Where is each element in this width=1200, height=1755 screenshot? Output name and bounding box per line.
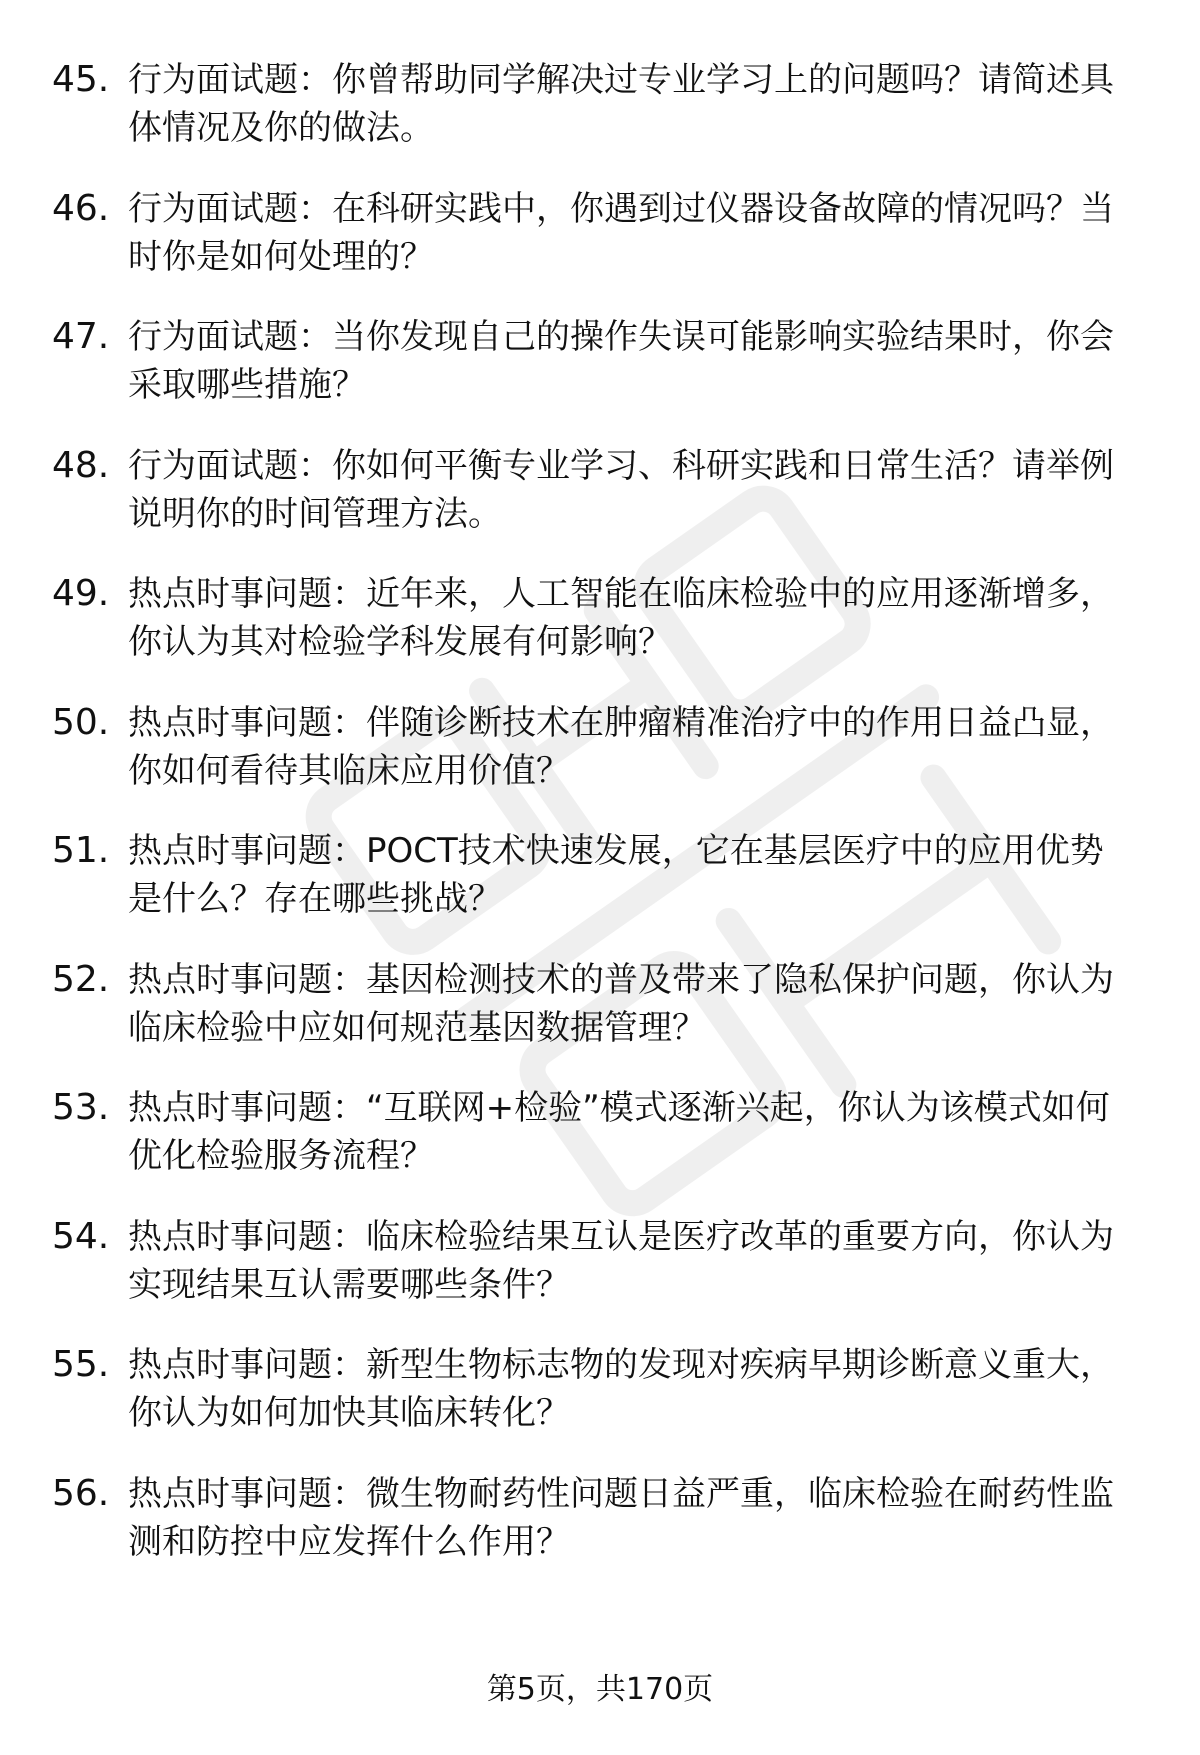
question-item: [0, 313, 1200, 442]
question-item: [0, 827, 1200, 956]
question-text: 行为面试题：当你发现自己的操作失误可能影响实验结果时，你会采取哪些措施？: [128, 317, 1114, 405]
question-item: [0, 56, 1200, 185]
question-number: 46.: [52, 187, 110, 229]
question-item: [0, 442, 1200, 571]
question-number: 53.: [52, 1087, 110, 1128]
question-number: 50.: [52, 701, 110, 743]
question-text: 热点时事问题：近年来，人工智能在临床检验中的应用逐渐增多，你认为其对检验学科发展有何影响？: [128, 574, 1114, 662]
question-number: 54.: [52, 1215, 110, 1257]
question-item: [0, 956, 1200, 1085]
question-number: 45.: [52, 59, 110, 100]
question-list: [0, 56, 1200, 1598]
question-text: 热点时事问题：“互联网+检验”模式逐渐兴起，你认为该模式如何优化检验服务流程？: [128, 1088, 1110, 1176]
question-item: [0, 570, 1200, 699]
question-text: 热点时事问题：微生物耐药性问题日益严重，临床检验在耐药性监测和防控中应发挥什么作用？: [128, 1473, 1114, 1562]
question-item: [0, 1213, 1200, 1342]
question-text: 热点时事问题：新型生物标志物的发现对疾病早期诊断意义重大，你认为如何加快其临床转化？: [128, 1345, 1114, 1433]
question-item: [0, 1470, 1200, 1599]
question-number: 55.: [52, 1344, 110, 1385]
question-number: 52.: [52, 958, 110, 1000]
question-number: 49.: [52, 573, 110, 614]
question-text: 行为面试题：你如何平衡专业学习、科研实践和日常生活？请举例说明你的时间管理方法。: [128, 445, 1114, 534]
question-number: 51.: [52, 830, 110, 871]
question-text: 行为面试题：在科研实践中，你遇到过仪器设备故障的情况吗？当时你是如何处理的？: [128, 188, 1114, 277]
question-item: [0, 1341, 1200, 1470]
question-text: 热点时事问题：临床检验结果互认是医疗改革的重要方向，你认为实现结果互认需要哪些条件？: [128, 1216, 1114, 1305]
page-footer: 第5页，共170页: [486, 1672, 714, 1707]
question-number: 56.: [52, 1472, 110, 1514]
question-text: 热点时事问题：伴随诊断技术在肿瘤精准治疗中的作用日益凸显，你如何看待其临床应用价值？: [128, 702, 1114, 791]
question-item: [0, 699, 1200, 828]
question-text: 行为面试题：你曾帮助同学解决过专业学习上的问题吗？请简述具体情况及你的做法。: [128, 60, 1114, 148]
question-item: [0, 185, 1200, 314]
question-text: 热点时事问题：POCT技术快速发展，它在基层医疗中的应用优势是什么？存在哪些挑战？: [128, 831, 1104, 919]
question-number: 47.: [52, 316, 110, 357]
question-text: 热点时事问题：基因检测技术的普及带来了隐私保护问题，你认为临床检验中应如何规范基因数据管理？: [128, 959, 1114, 1048]
question-item: [0, 1084, 1200, 1213]
question-number: 48.: [52, 444, 110, 486]
